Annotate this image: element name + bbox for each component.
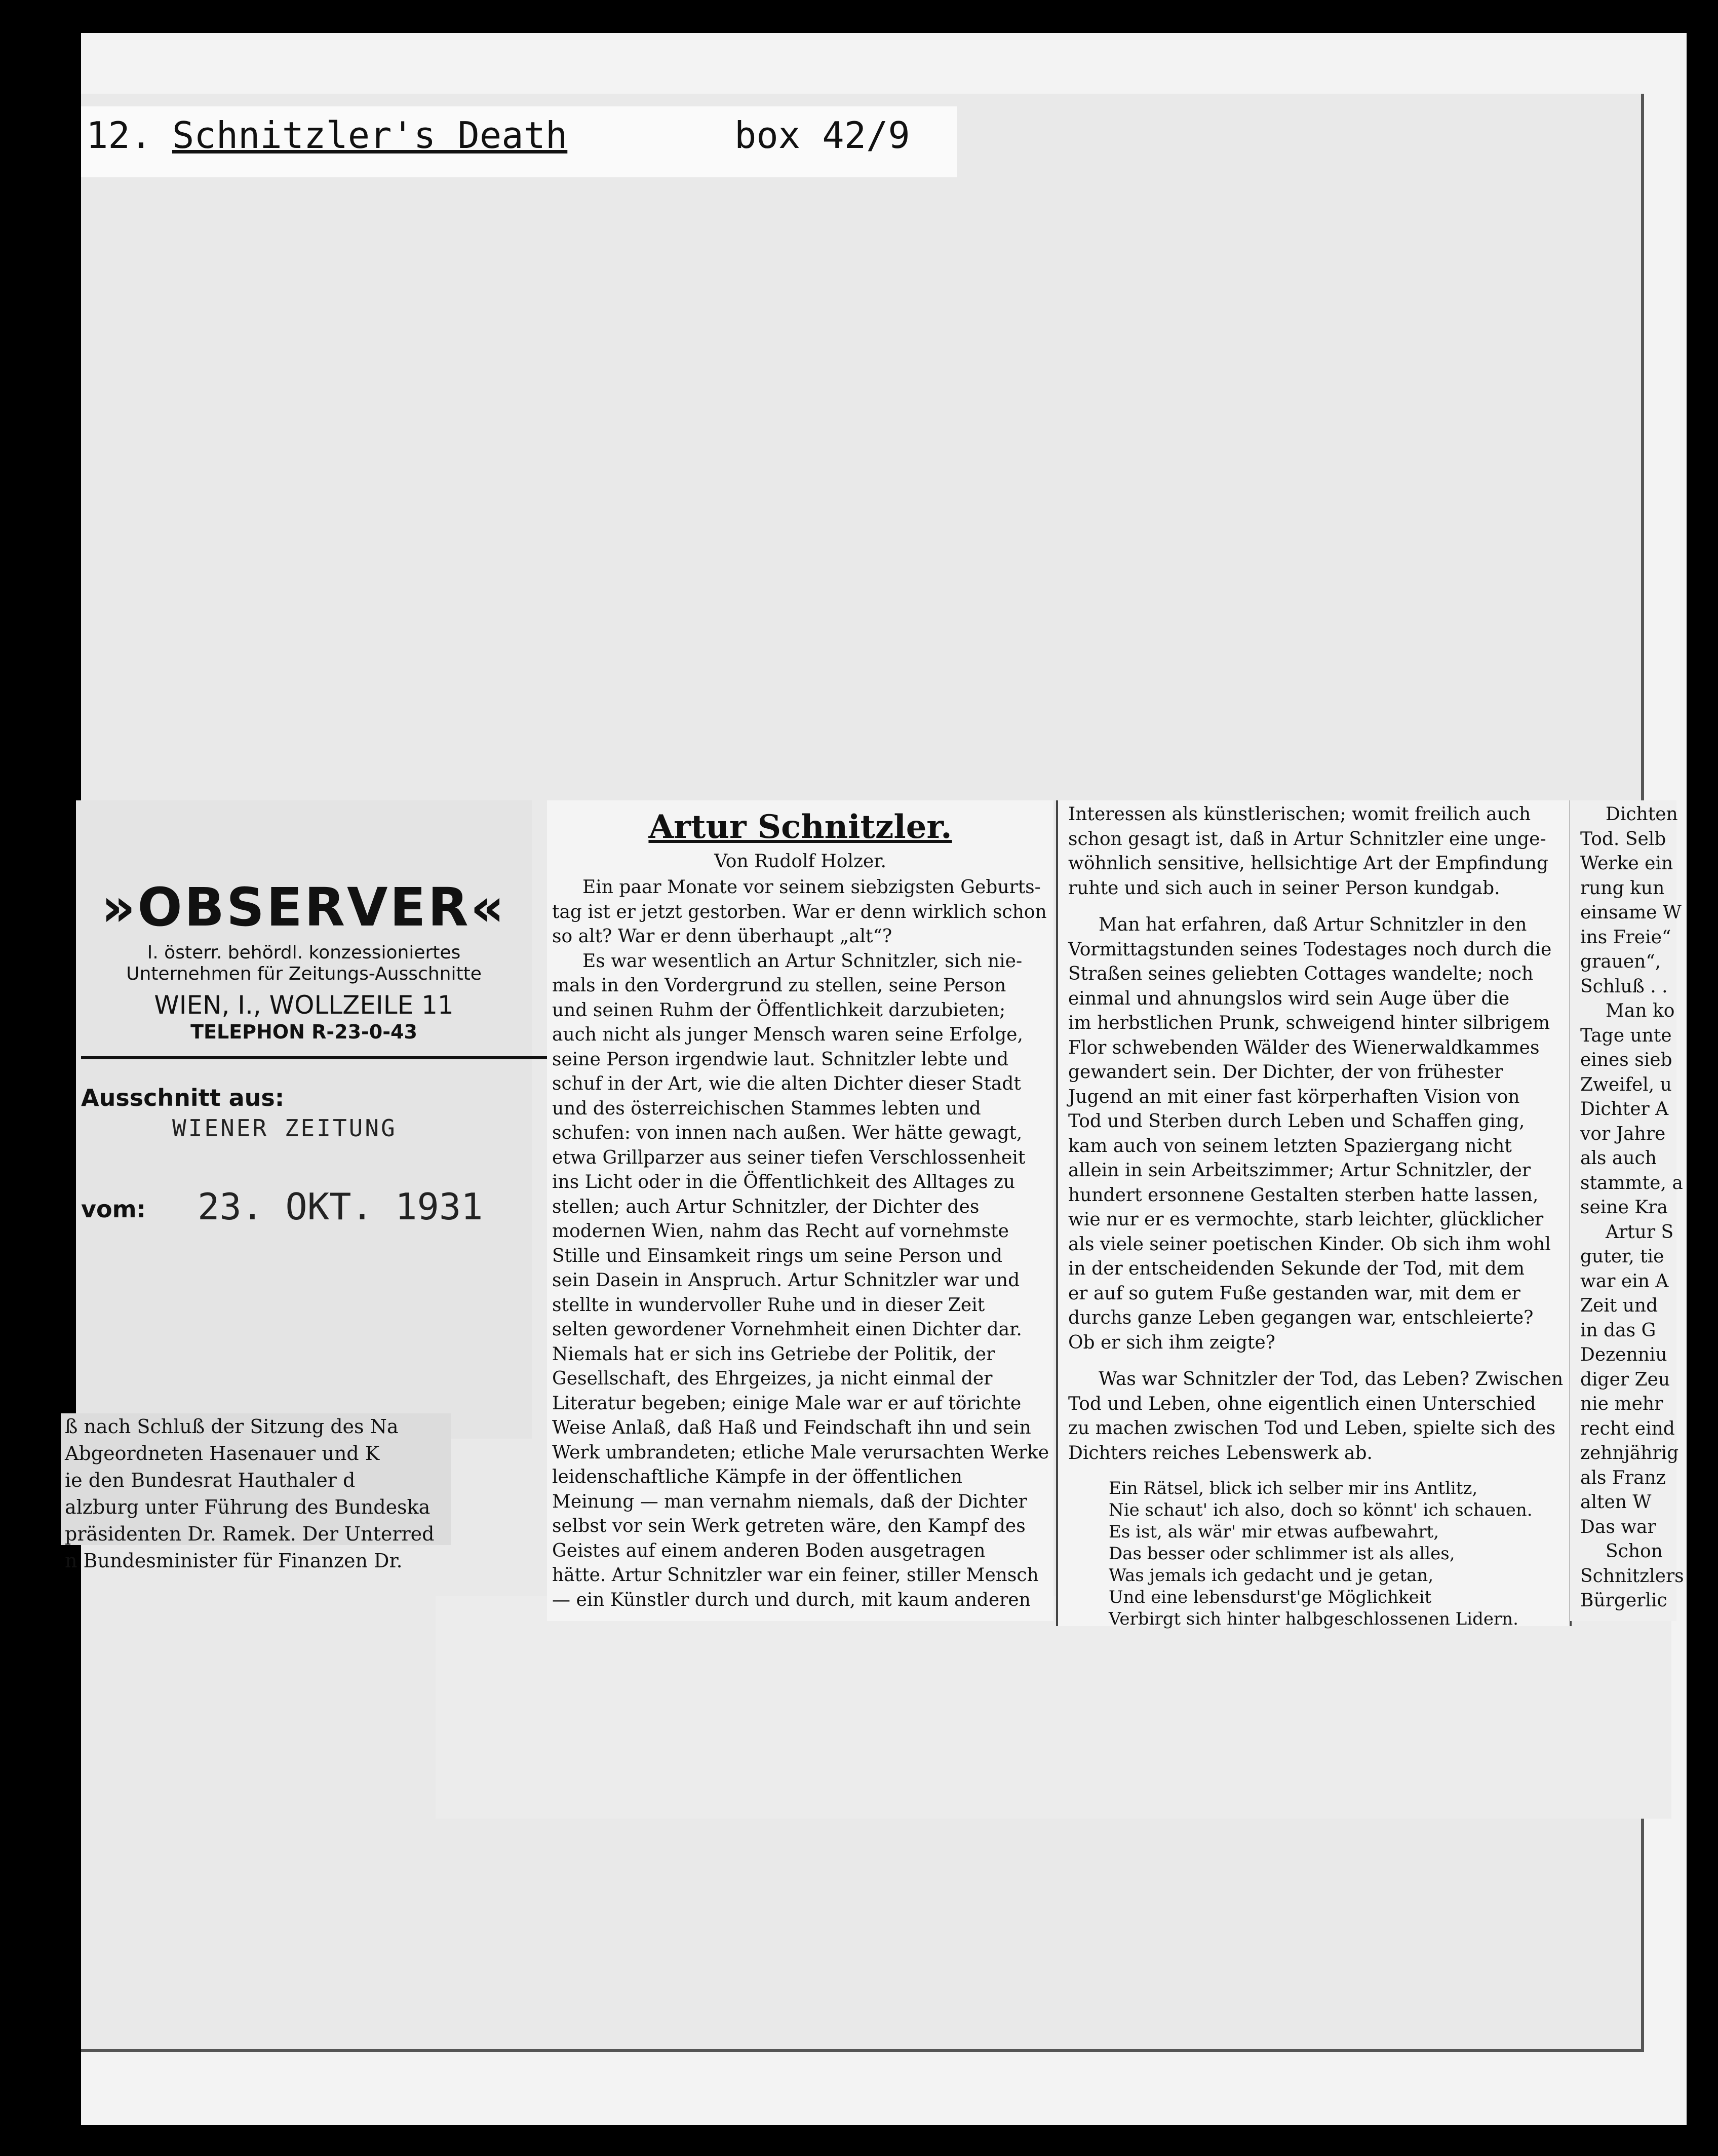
poem-line: Das besser oder schlimmer ist als alles, xyxy=(1109,1544,1455,1564)
fragment-line: Abgeordneten Hasenauer und K xyxy=(65,1442,380,1465)
article-line: schuf in der Art, wie die alten Dichter dieser Stadt xyxy=(552,1073,1021,1094)
poem-line: Es ist, als wär' mir etwas aufbewahrt, xyxy=(1109,1522,1439,1542)
article-line: recht eind xyxy=(1580,1418,1675,1439)
article-line: eines sieb xyxy=(1580,1050,1672,1070)
observer-clipping-card xyxy=(76,800,532,1439)
poem-line: Was jemals ich gedacht und je getan, xyxy=(1109,1565,1434,1586)
article-text-col-1 xyxy=(552,875,1053,1615)
article-line: alten W xyxy=(1580,1492,1652,1513)
article-line xyxy=(1068,1355,1567,1367)
fragment-line: ß nach Schluß der Sitzung des Na xyxy=(65,1415,399,1438)
article-line: Tod und Sterben durch Leben und Schaffen ging, xyxy=(1068,1111,1525,1132)
article-line: Werk umbrandeten; etliche Male verursachten Werke xyxy=(552,1442,1049,1463)
article-text-col-3 xyxy=(1580,802,1684,1613)
fragment-line: n Bundesminister für Finanzen Dr. xyxy=(65,1550,403,1572)
article-line: Jugend an mit einer fast körperhaften Vision von xyxy=(1068,1086,1520,1107)
article-line: stammte, a xyxy=(1580,1172,1683,1194)
article-line: als viele seiner poetischen Kinder. Ob sich ihm wohl xyxy=(1068,1234,1551,1255)
article-line: Man ko xyxy=(1606,1000,1675,1021)
article-line: wie nur er es vermochte, starb leichter, glücklicher xyxy=(1068,1209,1544,1230)
article-line: Dichter A xyxy=(1580,1099,1669,1120)
folder-number: 12. xyxy=(86,114,152,157)
article-line: Dezenniu xyxy=(1580,1344,1667,1365)
article-line: stellte in wundervoller Ruhe und in dieser Zeit xyxy=(552,1294,985,1316)
article-line: Bürgerlic xyxy=(1580,1590,1667,1611)
article-line: selbst vor sein Werk getreten wäre, den Kampf des xyxy=(552,1516,1026,1536)
fragment-line: ie den Bundesrat Hauthaler d xyxy=(65,1469,356,1491)
article-line: Tod und Leben, ohne eigentlich einen Unterschied xyxy=(1068,1393,1536,1414)
article-line: Artur S xyxy=(1606,1221,1674,1243)
article-line: zehnjährig xyxy=(1580,1443,1679,1464)
agency-telephone: TELEPHON R-23-0-43 xyxy=(190,1021,417,1043)
article-line: als auch xyxy=(1580,1148,1657,1169)
poem-quote xyxy=(1068,1478,1567,1630)
article-line: kam auch von seinem letzten Spaziergang nicht xyxy=(1068,1135,1512,1157)
article-line: Werke ein xyxy=(1580,853,1673,874)
adjacent-article-fragment xyxy=(61,1413,451,1572)
article-line: hätte. Artur Schnitzler war ein feiner, stiller Mensch xyxy=(552,1565,1039,1586)
article-line: Tage unte xyxy=(1580,1025,1672,1046)
ausschnitt-label: Ausschnitt aus: xyxy=(81,1084,285,1111)
article-line: wöhnlich sensitive, hellsichtige Art der Empfindung xyxy=(1068,853,1549,874)
article-line: Man hat erfahren, daß Artur Schnitzler in den xyxy=(1099,914,1527,935)
article-byline: Von Rudolf Holzer. xyxy=(714,851,886,872)
article-line: Ein paar Monate vor seinem siebzigsten Geburts- xyxy=(582,877,1041,898)
article-line: seine Kra xyxy=(1580,1197,1668,1218)
article-line: und des österreichischen Stammes lebten und xyxy=(552,1098,981,1119)
article-line: im herbstlichen Prunk, schweigend hinter silbrigem xyxy=(1068,1013,1550,1033)
article-line: durchs ganze Leben gegangen war, entschleierte? xyxy=(1068,1307,1534,1328)
box-number: box 42/9 xyxy=(734,114,910,157)
article-line: Vormittagstunden seines Todestages noch durch die xyxy=(1068,939,1552,960)
vom-label: vom: xyxy=(81,1196,146,1223)
article-line: gewandert sein. Der Dichter, der von frühester xyxy=(1068,1062,1503,1083)
article-line: Es war wesentlich an Artur Schnitzler, sich nie- xyxy=(582,950,1023,972)
article-line xyxy=(1068,901,1567,913)
article-line: Gesellschaft, des Ehrgeizes, ja nicht einmal der xyxy=(552,1368,993,1389)
article-line: ruhte und sich auch in seiner Person kundgab. xyxy=(1068,877,1500,899)
article-line: Tod. Selb xyxy=(1580,828,1666,850)
article-line: als Franz xyxy=(1580,1467,1666,1488)
article-line: leidenschaftliche Kämpfe in der öffentlichen xyxy=(552,1467,962,1487)
article-line: vor Jahre xyxy=(1580,1123,1666,1144)
article-line: diger Zeu xyxy=(1580,1369,1670,1390)
article-line: rung kun xyxy=(1580,877,1665,899)
article-line: mals in den Vordergrund zu stellen, seine Person xyxy=(552,975,1006,996)
article-line: Dichten xyxy=(1606,804,1678,825)
article-line: Literatur begeben; einige Male war er auf törichte xyxy=(552,1393,1022,1414)
article-line: tag ist er jetzt gestorben. War er denn wirklich schon xyxy=(552,901,1047,922)
article-line: stellen; auch Artur Schnitzler, der Dichter des xyxy=(552,1196,980,1217)
article-line: ins Freie“ xyxy=(1580,927,1671,948)
article-line: Zweifel, u xyxy=(1580,1074,1672,1095)
poem-line: Und eine lebensdurst'ge Möglichkeit xyxy=(1109,1587,1432,1607)
article-line: selten gewordener Vornehmheit einen Dichter dar. xyxy=(552,1319,1022,1340)
article-line: war ein A xyxy=(1580,1270,1669,1292)
article-line: Schnitzlers xyxy=(1580,1565,1684,1587)
fragment-line: präsidenten Dr. Ramek. Der Unterred xyxy=(65,1523,435,1545)
article-line: Schluß . . xyxy=(1580,976,1668,997)
poem-line: Verbirgt sich hinter halbgeschlossenen Lidern. xyxy=(1109,1609,1518,1629)
article-line: Niemals hat er sich ins Getriebe der Politik, der xyxy=(552,1343,995,1365)
article-column-3 xyxy=(1570,800,1684,1621)
poem-line: Nie schaut' ich also, doch so könnt' ich schauen. xyxy=(1109,1500,1533,1520)
article-line: Zeit und xyxy=(1580,1295,1658,1316)
article-line: einmal und ahnungslos wird sein Auge über die xyxy=(1068,988,1510,1009)
agency-line-2: Unternehmen für Zeitungs-Ausschnitte xyxy=(126,964,482,984)
article-column-1 xyxy=(547,800,1053,1621)
article-line: seine Person irgendwie laut. Schnitzler lebte und xyxy=(552,1049,1009,1070)
folder-label xyxy=(81,106,957,177)
article-line: allein in sein Arbeitszimmer; Artur Schnitzler, der xyxy=(1068,1160,1531,1181)
agency-line-1: I. österr. behördl. konzessioniertes xyxy=(147,942,461,963)
article-line: Dichters reiches Lebenswerk ab. xyxy=(1068,1442,1373,1464)
article-line: modernen Wien, nahm das Recht auf vornehmste xyxy=(552,1221,1009,1242)
article-line: und seinen Ruhm der Öffentlichkeit darzubieten; xyxy=(552,999,1006,1021)
folder-title: Schnitzler's Death xyxy=(172,114,568,157)
article-line: in der entscheidenden Sekunde der Tod, mit dem xyxy=(1068,1258,1525,1279)
article-line: Stille und Einsamkeit rings um seine Person und xyxy=(552,1245,1003,1266)
article-line: schon gesagt ist, daß in Artur Schnitzler eine unge- xyxy=(1068,828,1546,850)
article-line: nie mehr xyxy=(1580,1394,1663,1414)
newspaper-stamp: WIENER ZEITUNG xyxy=(172,1114,397,1142)
article-line: er auf so gutem Fuße gestanden war, mit dem er xyxy=(1068,1283,1520,1304)
article-line: einsame W xyxy=(1580,902,1682,923)
article-line: hundert ersonnene Gestalten sterben hatte lassen, xyxy=(1068,1184,1539,1206)
article-line: so alt? War er denn überhaupt „alt“? xyxy=(552,926,892,947)
article-text-col-2 xyxy=(1068,802,1567,1630)
article-line: Schon xyxy=(1606,1541,1663,1562)
card-divider xyxy=(81,1056,547,1059)
article-line: auch nicht als junger Mensch waren seine Erfolge, xyxy=(552,1024,1023,1045)
article-line: Geistes auf einem anderen Boden ausgetragen xyxy=(552,1540,986,1561)
article-line: Meinung — man vernahm niemals, daß der Dichter xyxy=(552,1491,1027,1512)
article-line: in das G xyxy=(1580,1320,1656,1341)
article-line: Ob er sich ihm zeigte? xyxy=(1068,1332,1275,1353)
article-line: schufen: von innen nach außen. Wer hätte gewagt, xyxy=(552,1123,1023,1143)
article-line: Was war Schnitzler der Tod, das Leben? Zwischen xyxy=(1099,1369,1564,1390)
article-line: grauen“, xyxy=(1580,951,1661,972)
article-line: Interessen als künstlerischen; womit freilich auch xyxy=(1068,804,1531,825)
article-column-2 xyxy=(1056,800,1572,1629)
article-line: Weise Anlaß, daß Haß und Feindschaft ihn und sein xyxy=(552,1417,1031,1438)
article-line: Flor schwebenden Wälder des Wienerwaldkammes xyxy=(1068,1037,1540,1058)
article-line: sein Dasein in Anspruch. Artur Schnitzler war und xyxy=(552,1270,1020,1291)
article-line: Straßen seines geliebten Cottages wandelte; noch xyxy=(1068,964,1534,984)
article-line: ins Licht oder in die Öffentlichkeit des Alltages zu xyxy=(552,1172,1016,1192)
article-line: zu machen zwischen Tod und Leben, spielte sich des xyxy=(1068,1418,1556,1439)
observer-logo: »OBSERVER« xyxy=(101,876,506,938)
article-line: etwa Grillparzer aus seiner tiefen Verschlossenheit xyxy=(552,1147,1026,1168)
article-line: Das war xyxy=(1580,1516,1656,1537)
fragment-line: alzburg unter Führung des Bundeska xyxy=(65,1496,431,1518)
article-headline: Artur Schnitzler. xyxy=(648,808,952,846)
agency-address: WIEN, I., WOLLZEILE 11 xyxy=(154,990,454,1020)
poem-line: Ein Rätsel, blick ich selber mir ins Antlitz, xyxy=(1109,1478,1478,1498)
article-line: guter, tie xyxy=(1580,1246,1664,1267)
date-stamp: 23. OKT. 1931 xyxy=(198,1185,483,1228)
article-line: — ein Künstler durch und durch, mit kaum anderen xyxy=(552,1589,1031,1610)
